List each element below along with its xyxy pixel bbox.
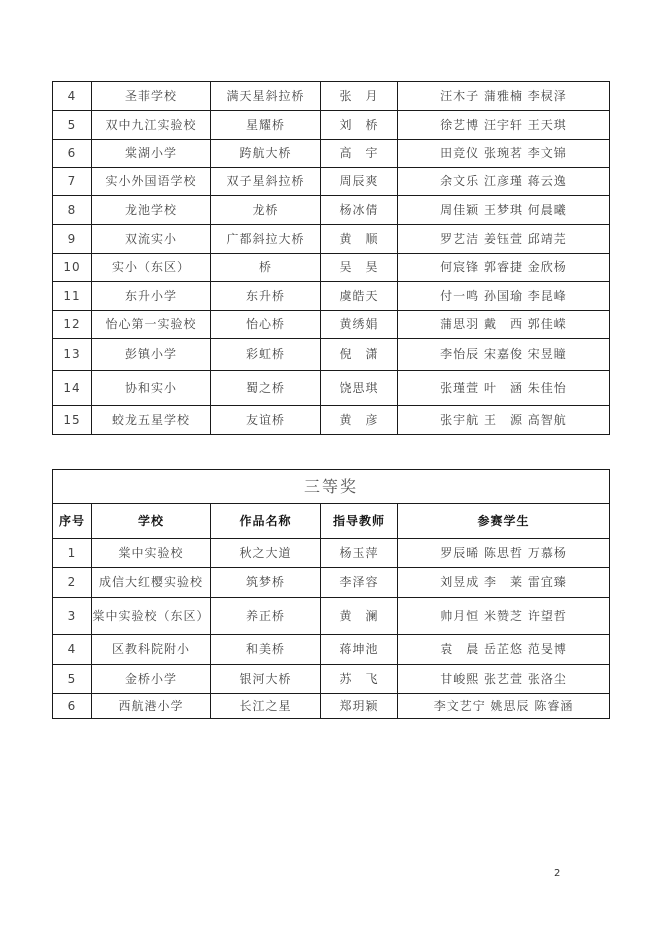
cell-students: 刘昱成 李 莱 雷宜臻 [398, 568, 610, 598]
cell-students: 帅月恒 米赞芝 许望哲 [398, 598, 610, 635]
table-row [53, 694, 610, 719]
cell-students: 李文艺宁 姚思辰 陈睿涵 [398, 694, 610, 719]
cell-work: 双子星斜拉桥 [211, 168, 321, 196]
cell-no: 12 [53, 311, 92, 339]
cell-school: 实小外国语学校 [92, 168, 211, 196]
cell-students: 周佳颖 王梦琪 何晨曦 [398, 196, 610, 225]
cell-work: 养正桥 [211, 598, 321, 635]
table-row [53, 339, 610, 371]
cell-school: 龙池学校 [92, 196, 211, 225]
cell-work: 东升桥 [211, 282, 321, 311]
cell-school: 区教科院附小 [92, 635, 211, 665]
cell-teacher: 饶思琪 [321, 371, 398, 406]
cell-students: 余文乐 江彦瑾 蒋云逸 [398, 168, 610, 196]
table-row [53, 196, 610, 225]
table-row [53, 82, 610, 111]
cell-students: 蒲思羽 戴 西 郭佳嵘 [398, 311, 610, 339]
cell-no: 11 [53, 282, 92, 311]
cell-no: 10 [53, 254, 92, 282]
cell-work: 和美桥 [211, 635, 321, 665]
cell-no: 4 [53, 82, 92, 111]
cell-work: 友谊桥 [211, 406, 321, 435]
cell-no: 7 [53, 168, 92, 196]
cell-teacher: 黄 澜 [321, 598, 398, 635]
cell-no: 9 [53, 225, 92, 254]
cell-school: 怡心第一实验校 [92, 311, 211, 339]
table-row [53, 168, 610, 196]
cell-work: 星耀桥 [211, 111, 321, 140]
cell-teacher: 蒋坤池 [321, 635, 398, 665]
cell-teacher: 张 月 [321, 82, 398, 111]
cell-school: 金桥小学 [92, 665, 211, 694]
cell-no: 2 [53, 568, 92, 598]
cell-teacher: 李泽容 [321, 568, 398, 598]
section-title: 三等奖 [53, 470, 610, 504]
cell-work: 蜀之桥 [211, 371, 321, 406]
third-prize-table [52, 469, 610, 719]
table-row [53, 282, 610, 311]
cell-teacher: 周辰爽 [321, 168, 398, 196]
cell-students: 汪木子 蒲雅楠 李棂泽 [398, 82, 610, 111]
cell-students: 袁 晨 岳芷悠 范旻博 [398, 635, 610, 665]
cell-no: 15 [53, 406, 92, 435]
cell-work: 跨航大桥 [211, 140, 321, 168]
cell-no: 8 [53, 196, 92, 225]
table-row [53, 598, 610, 635]
cell-teacher: 刘 桥 [321, 111, 398, 140]
cell-students: 罗辰晞 陈思哲 万慕杨 [398, 539, 610, 568]
cell-no: 13 [53, 339, 92, 371]
cell-no: 6 [53, 694, 92, 719]
table-row [53, 665, 610, 694]
cell-work: 长江之星 [211, 694, 321, 719]
cell-school: 东升小学 [92, 282, 211, 311]
cell-work: 彩虹桥 [211, 339, 321, 371]
cell-teacher: 黄绣娟 [321, 311, 398, 339]
cell-teacher: 高 宇 [321, 140, 398, 168]
cell-students: 付一鸣 孙国瑜 李昆峰 [398, 282, 610, 311]
cell-school: 棠湖小学 [92, 140, 211, 168]
cell-school: 协和实小 [92, 371, 211, 406]
table-row [53, 254, 610, 282]
table-row [53, 225, 610, 254]
table-row [53, 111, 610, 140]
cell-school: 棠中实验校（东区） [92, 598, 211, 635]
cell-no: 3 [53, 598, 92, 635]
cell-school: 蛟龙五星学校 [92, 406, 211, 435]
cell-teacher: 杨冰倩 [321, 196, 398, 225]
cell-teacher: 黄 彦 [321, 406, 398, 435]
cell-teacher: 倪 潇 [321, 339, 398, 371]
header-no: 序号 [53, 504, 92, 539]
cell-teacher: 郑玥颖 [321, 694, 398, 719]
cell-work: 满天星斜拉桥 [211, 82, 321, 111]
header-teacher: 指导教师 [321, 504, 398, 539]
cell-school: 成信大红樱实验校 [92, 568, 211, 598]
cell-work: 怡心桥 [211, 311, 321, 339]
cell-work: 筑梦桥 [211, 568, 321, 598]
table-row [53, 568, 610, 598]
award-table-continued [52, 81, 610, 435]
cell-school: 双流实小 [92, 225, 211, 254]
cell-work: 桥 [211, 254, 321, 282]
cell-teacher: 杨玉萍 [321, 539, 398, 568]
table-row [53, 371, 610, 406]
cell-students: 张宇航 王 源 高智航 [398, 406, 610, 435]
table-row [53, 539, 610, 568]
header-school: 学校 [92, 504, 211, 539]
header-students: 参赛学生 [398, 504, 610, 539]
cell-no: 4 [53, 635, 92, 665]
header-row [53, 504, 610, 539]
cell-students: 徐艺博 汪宇轩 王天琪 [398, 111, 610, 140]
cell-school: 圣菲学校 [92, 82, 211, 111]
cell-students: 田竞仪 张琬茗 李文锦 [398, 140, 610, 168]
cell-no: 6 [53, 140, 92, 168]
cell-work: 广都斜拉大桥 [211, 225, 321, 254]
header-work: 作品名称 [211, 504, 321, 539]
cell-no: 14 [53, 371, 92, 406]
cell-school: 彭镇小学 [92, 339, 211, 371]
cell-work: 银河大桥 [211, 665, 321, 694]
table-row [53, 406, 610, 435]
cell-students: 甘峻熙 张艺萱 张洛尘 [398, 665, 610, 694]
table-row [53, 140, 610, 168]
cell-school: 西航港小学 [92, 694, 211, 719]
cell-work: 秋之大道 [211, 539, 321, 568]
cell-students: 罗艺洁 姜钰萱 邱靖芫 [398, 225, 610, 254]
cell-teacher: 黄 顺 [321, 225, 398, 254]
table-row [53, 311, 610, 339]
table-row [53, 635, 610, 665]
cell-school: 双中九江实验校 [92, 111, 211, 140]
cell-work: 龙桥 [211, 196, 321, 225]
page-number: 2 [554, 868, 561, 879]
cell-no: 5 [53, 111, 92, 140]
cell-no: 5 [53, 665, 92, 694]
cell-students: 张瑾萱 叶 涵 朱佳怡 [398, 371, 610, 406]
cell-students: 李怡辰 宋嘉俊 宋昱瞳 [398, 339, 610, 371]
cell-school: 实小（东区） [92, 254, 211, 282]
cell-teacher: 虞皓天 [321, 282, 398, 311]
cell-teacher: 苏 飞 [321, 665, 398, 694]
cell-students: 何宸锋 郭睿捷 金欣杨 [398, 254, 610, 282]
cell-no: 1 [53, 539, 92, 568]
cell-school: 棠中实验校 [92, 539, 211, 568]
cell-teacher: 吴 昊 [321, 254, 398, 282]
